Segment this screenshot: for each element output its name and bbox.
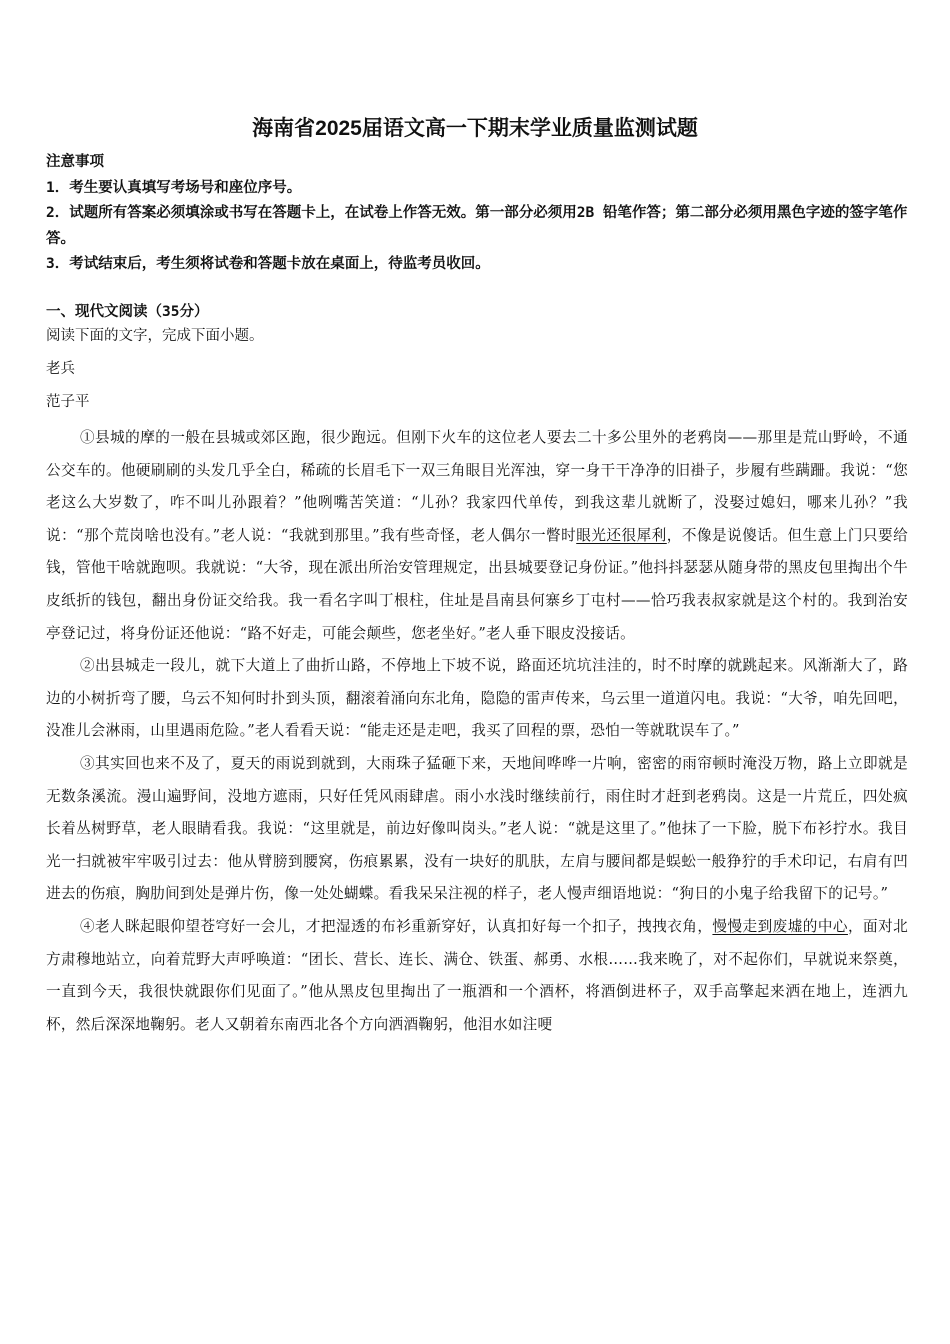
underlined-phrase: 慢慢走到废墟的中心: [712, 917, 848, 935]
notice-item: 1．考生要认真填写考场号和座位序号。: [46, 179, 302, 196]
article-author: 范子平: [46, 394, 90, 410]
notice-heading: 注意事项: [46, 154, 104, 170]
article-title: 老兵: [46, 361, 75, 377]
section-instruction: 阅读下面的文字，完成下面小题。: [46, 328, 264, 344]
paragraph-4-text-b: ，面对北方肃穆地站立，向着荒野大声呼唤道：“团长、营长、连长、满仓、铁蛋、郝勇、水根……我来晚了，对不起你们，早就说来祭奠，一直到今天，我很快就跟你们见面了。”他从黑皮包里掏出了一瓶酒和一个酒杯，将酒倒进杯子，双手高擎起来洒在地上，连洒九杯，然后深深地鞠躬。老人又朝着东南西北各个方向洒酒鞠躬，他泪水如注哽: [46, 917, 909, 1033]
underlined-phrase: 眼光还很犀利: [576, 526, 667, 544]
paragraph-4: [46, 911, 908, 1041]
paragraph-1: [46, 422, 908, 650]
notice-block: [46, 150, 908, 278]
paragraph-3: ③其实回也来不及了，夏天的雨说到就到，大雨珠子猛砸下来，天地间哗哗一片响，密密的雨帘顿时淹没万物，路上立即就是无数条溪流。漫山遍野间，没地方遮雨，只好任凭风雨肆虐。雨小水浅时继续前行，雨住时才赶到老鸦岗。这是一片荒丘，四处疯长着丛树野草，老人眼睛看我。我说：“这里就是，前边好像叫岗头。”老人说：“就是这里了。”他抹了一下脸，脱下布衫拧水。我目光一扫就被牢牢吸引过去：他从臂膀到腰窝，伤痕累累，没有一块好的肌肤，左肩与腰间都是蜈蚣一般狰狞的手术印记，右肩有凹进去的伤痕，胸肋间到处是弹片伤，像一处处蝴蝶。看我呆呆注视的样子，老人慢声细语地说：“狗日的小鬼子给我留下的记号。”: [46, 754, 908, 903]
reading-section: [46, 300, 908, 414]
section-heading: 一、现代文阅读（35分）: [46, 304, 209, 320]
paragraph-1-text-b: ，不像是说傻话。但生意上门只要给钱，管他干啥就跑呗。我就说：“大爷，现在派出所治安管理规定，出县城要登记身份证。”他抖抖瑟瑟从随身带的黑皮包里掏出个牛皮纸折的钱包，翻出身份证交给我。我一看名字叫丁根柱，住址是昌南县何寨乡丁屯村——恰巧我表叔家就是这个村的。我到治安亭登记过，将身份证还他说：“路不好走，可能会颠些，您老坐好。”老人垂下眼皮没接话。: [46, 526, 908, 642]
notice-item: 2．试题所有答案必须填涂或书写在答题卡上，在试卷上作答无效。第一部分必须用2B 铅笔作答；第二部分必须用黑色字迹的签字笔作答。: [46, 205, 908, 247]
article-body: [46, 422, 908, 1041]
notice-item: 3．考试结束后，考生须将试卷和答题卡放在桌面上，待监考员收回。: [46, 256, 490, 272]
paragraph-2: ②出县城走一段儿，就下大道上了曲折山路，不停地上下坡不说，路面还坑坑洼洼的，时不时摩的就跳起来。风渐渐大了，路边的小树折弯了腰，乌云不知何时扑到头顶，翻滚着涌向东北角，隐隐的雷声传来，乌云里一道道闪电。我说：“大爷，咱先回吧，没准儿会淋雨，山里遇雨危险。”老人看看天说：“能走还是走吧，我买了回程的票，恐怕一等就耽误车了。”: [46, 657, 908, 740]
paragraph-1-text-a: ①县城的摩的一般在县城或郊区跑，很少跑远。但刚下火车的这位老人要去二十多公里外的老鸦岗——那里是荒山野岭，不通公交车的。他硬刷刷的头发几乎全白，稀疏的长眉毛下一双三角眼目光浑浊，穿一身干干净净的旧褂子，步履有些蹒跚。我说：“您老这么大岁数了，咋不叫儿孙跟着？”他咧嘴苦笑道：“儿孙？我家四代单传，到我这辈儿就断了，没娶过媳妇，哪来儿孙？”我说：“那个荒岗啥也没有。”老人说：“我就到那里。”我有些奇怪，老人偶尔一瞥时: [46, 429, 908, 544]
page-title: 海南省2025届语文高一下期末学业质量监测试题: [252, 117, 698, 140]
paragraph-4-text-a: ④老人眯起眼仰望苍穹好一会儿，才把湿透的布衫重新穿好，认真扣好每一个扣子，拽拽衣角，: [80, 917, 713, 935]
